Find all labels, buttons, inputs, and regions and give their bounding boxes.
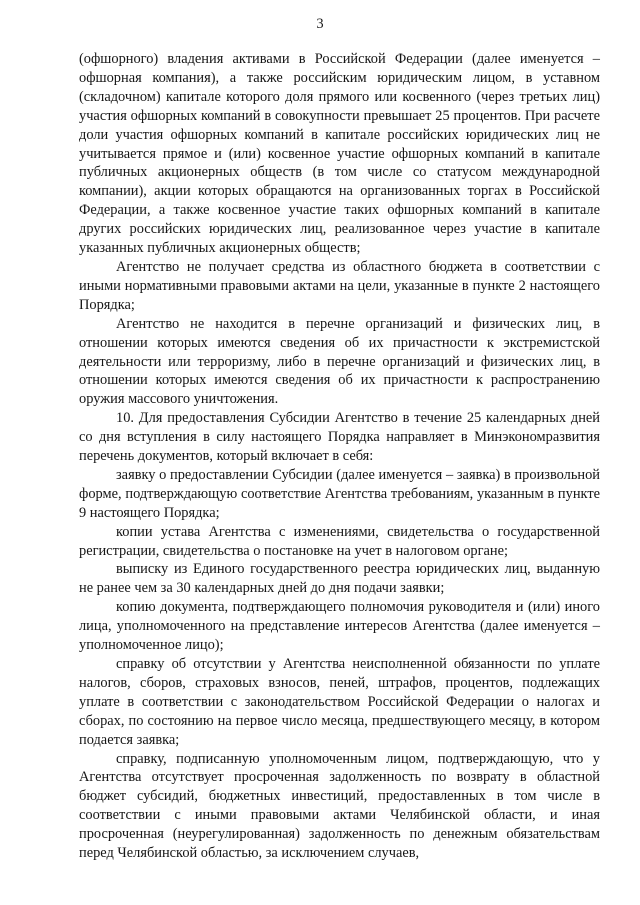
page-number: 3	[316, 16, 324, 32]
paragraph-tax-certificate: справку об отсутствии у Агентства неисполненной обязанности по уплате налогов, сборов, страховых взносов, пеней, штрафов, процентов, подлежащих уплате в соответствии с законодательством Российской Федерации о налогах и сборах, по состоянию на первое число месяца, предшествующего месяцу, в котором подается заявка;	[79, 656, 600, 748]
paragraph-application: заявку о предоставлении Субсидии (далее именуется – заявка) в произвольной форме, подтверждающую соответствие Агентства требованиям, указанным в пункте 9 настоящего Порядка;	[79, 466, 600, 521]
paragraph-no-budget-funds: Агентство не получает средства из областного бюджета в соответствии с иными нормативными правовыми актами на цели, указанные в пункте 2 настоящего Порядка;	[79, 258, 600, 313]
paragraph-item-10: 10. Для предоставления Субсидии Агентство в течение 25 календарных дней со дня вступления в силу настоящего Порядка направляет в Минэкономразвития перечень документов, который включает в себя:	[79, 410, 600, 465]
paragraph-not-in-sanctions-list: Агентство не находится в перечне организаций и физических лиц, в отношении которых имеются сведения об их причастности к экстремистской деятельности или терроризму, либо в перечне организаций и физических лиц, в отношении которых имеются сведения об их причастности к распространению оружия массового уничтожения.	[79, 315, 600, 408]
paragraph-continuation: (офшорного) владения активами в Российской Федерации (далее именуется – офшорная компания), а также российским юридическим лицом, в уставном (складочном) капитале которого доля прямого или косвенного (через третьих лиц) участия офшорных компаний в совокупности превышает 25 процентов. При расчете доли участия офшорных компаний в капитале российских юридических лиц не учитывается прямое и (или) косвенное участие офшорных компаний в капитале публичных акционерных обществ (в том числе со статусом международной компании), акции которых обращаются на организованных торгах в Российской Федерации, а также косвенное участие таких офшорных компаний в капитале других российских юридических лиц, реализованное через участие в капитале указанных публичных акционерных обществ;	[79, 51, 600, 257]
paragraph-authority-document: копию документа, подтверждающего полномочия руководителя и (или) иного лица, уполномоченного на представление интересов Агентства (далее именуется – уполномоченное лицо);	[79, 599, 600, 654]
paragraph-charter-copies: копии устава Агентства с изменениями, свидетельства о государственной регистрации, свидетельства о постановке на учет в налоговом органе;	[79, 523, 600, 559]
paragraph-registry-extract: выписку из Единого государственного реестра юридических лиц, выданную не ранее чем за 30 календарных дней до дня подачи заявки;	[79, 561, 600, 597]
document-body	[79, 50, 600, 863]
paragraph-debt-certificate: справку, подписанную уполномоченным лицом, подтверждающую, что у Агентства отсутствует просроченная задолженность по возврату в областной бюджет субсидий, бюджетных инвестиций, предоставленных в том числе в соответствии с иными правовыми актами Челябинской области, и иная просроченная (неурегулированная) задолженность по денежным обязательствам перед Челябинской областью, за исключением случаев,	[79, 750, 600, 862]
